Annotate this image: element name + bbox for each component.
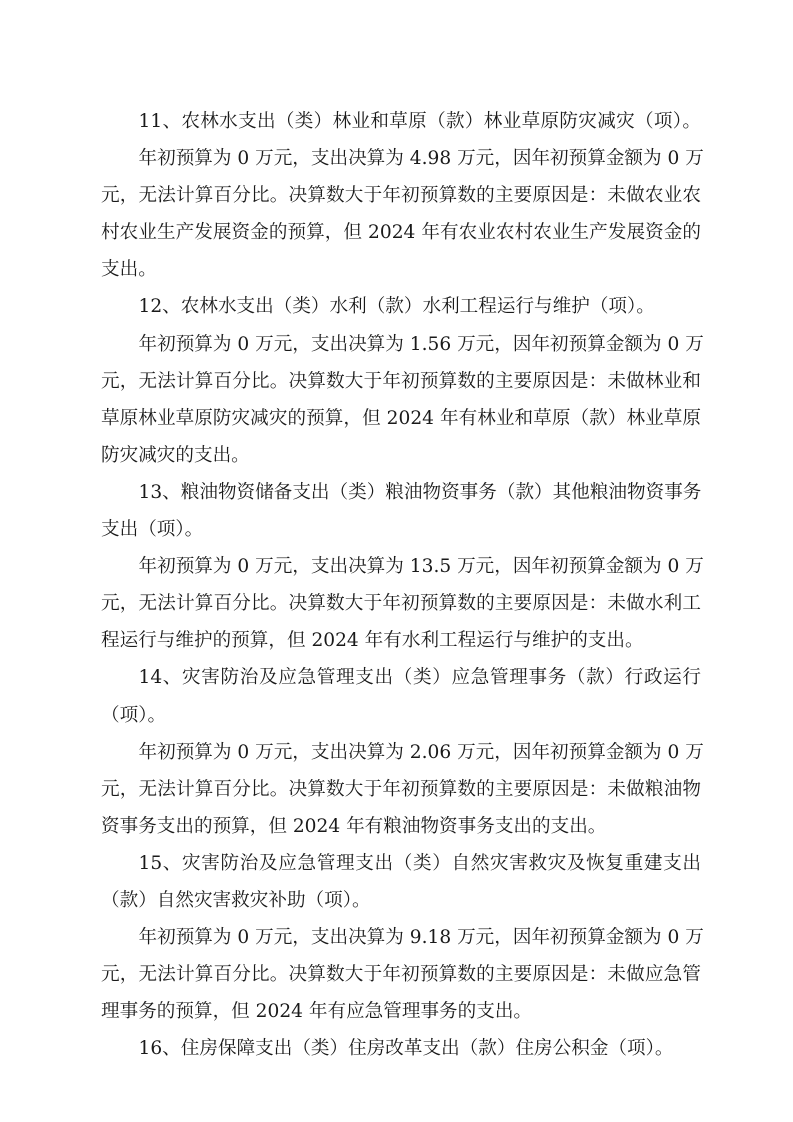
text-line: 元，无法计算百分比。决算数大于年初预算数的主要原因是：未做应急管 <box>101 964 701 986</box>
text-line: 防灾减灾的支出。 <box>101 444 250 466</box>
text-line: （款）自然灾害救灾补助（项）。 <box>101 889 371 911</box>
text-line: 程运行与维护的预算，但 2024 年有水利工程运行与维护的支出。 <box>101 630 644 652</box>
text-line: （项）。 <box>101 704 167 726</box>
text-line: 年初预算为 0 万元，支出决算为 4.98 万元，因年初预算金额为 0 万 <box>138 148 704 170</box>
text-line: 元，无法计算百分比。决算数大于年初预算数的主要原因是：未做农业农 <box>101 185 701 207</box>
text-line: 16、住房保障支出（类）住房改革支出（款）住房公积金（项）。 <box>138 1038 674 1060</box>
text-line: 年初预算为 0 万元，支出决算为 13.5 万元，因年初预算金额为 0 万 <box>138 556 704 578</box>
text-line: 年初预算为 0 万元，支出决算为 2.06 万元，因年初预算金额为 0 万 <box>138 741 704 763</box>
text-line: 资事务支出的预算，但 2024 年有粮油物资事务支出的支出。 <box>101 815 607 837</box>
text-line: 15、灾害防治及应急管理支出（类）自然灾害救灾及恢复重建支出 <box>138 852 701 874</box>
text-line: 草原林业草原防灾减灾的预算，但 2024 年有林业和草原（款）林业草原 <box>101 407 701 429</box>
text-line: 元，无法计算百分比。决算数大于年初预算数的主要原因是：未做水利工 <box>101 593 701 615</box>
text-line: 元，无法计算百分比。决算数大于年初预算数的主要原因是：未做粮油物 <box>101 778 701 800</box>
text-line: 元，无法计算百分比。决算数大于年初预算数的主要原因是：未做林业和 <box>101 370 701 392</box>
text-line: 理事务的预算，但 2024 年有应急管理事务的支出。 <box>101 1001 533 1023</box>
text-line: 年初预算为 0 万元，支出决算为 9.18 万元，因年初预算金额为 0 万 <box>138 927 704 949</box>
text-line: 13、粮油物资储备支出（类）粮油物资事务（款）其他粮油物资事务 <box>138 481 702 503</box>
text-line: 14、灾害防治及应急管理支出（类）应急管理事务（款）行政运行 <box>138 667 701 689</box>
text-line: 12、农林水支出（类）水利（款）水利工程运行与维护（项）。 <box>138 296 655 318</box>
text-line: 年初预算为 0 万元，支出决算为 1.56 万元，因年初预算金额为 0 万 <box>138 333 704 355</box>
text-line: 11、农林水支出（类）林业和草原（款）林业草原防灾减灾（项）。 <box>138 111 701 132</box>
document-body <box>101 103 704 1067</box>
text-line: 支出（项）。 <box>101 519 204 541</box>
text-line: 支出。 <box>101 259 157 281</box>
text-line: 村农业生产发展资金的预算，但 2024 年有农业农村农业生产发展资金的 <box>101 222 701 244</box>
